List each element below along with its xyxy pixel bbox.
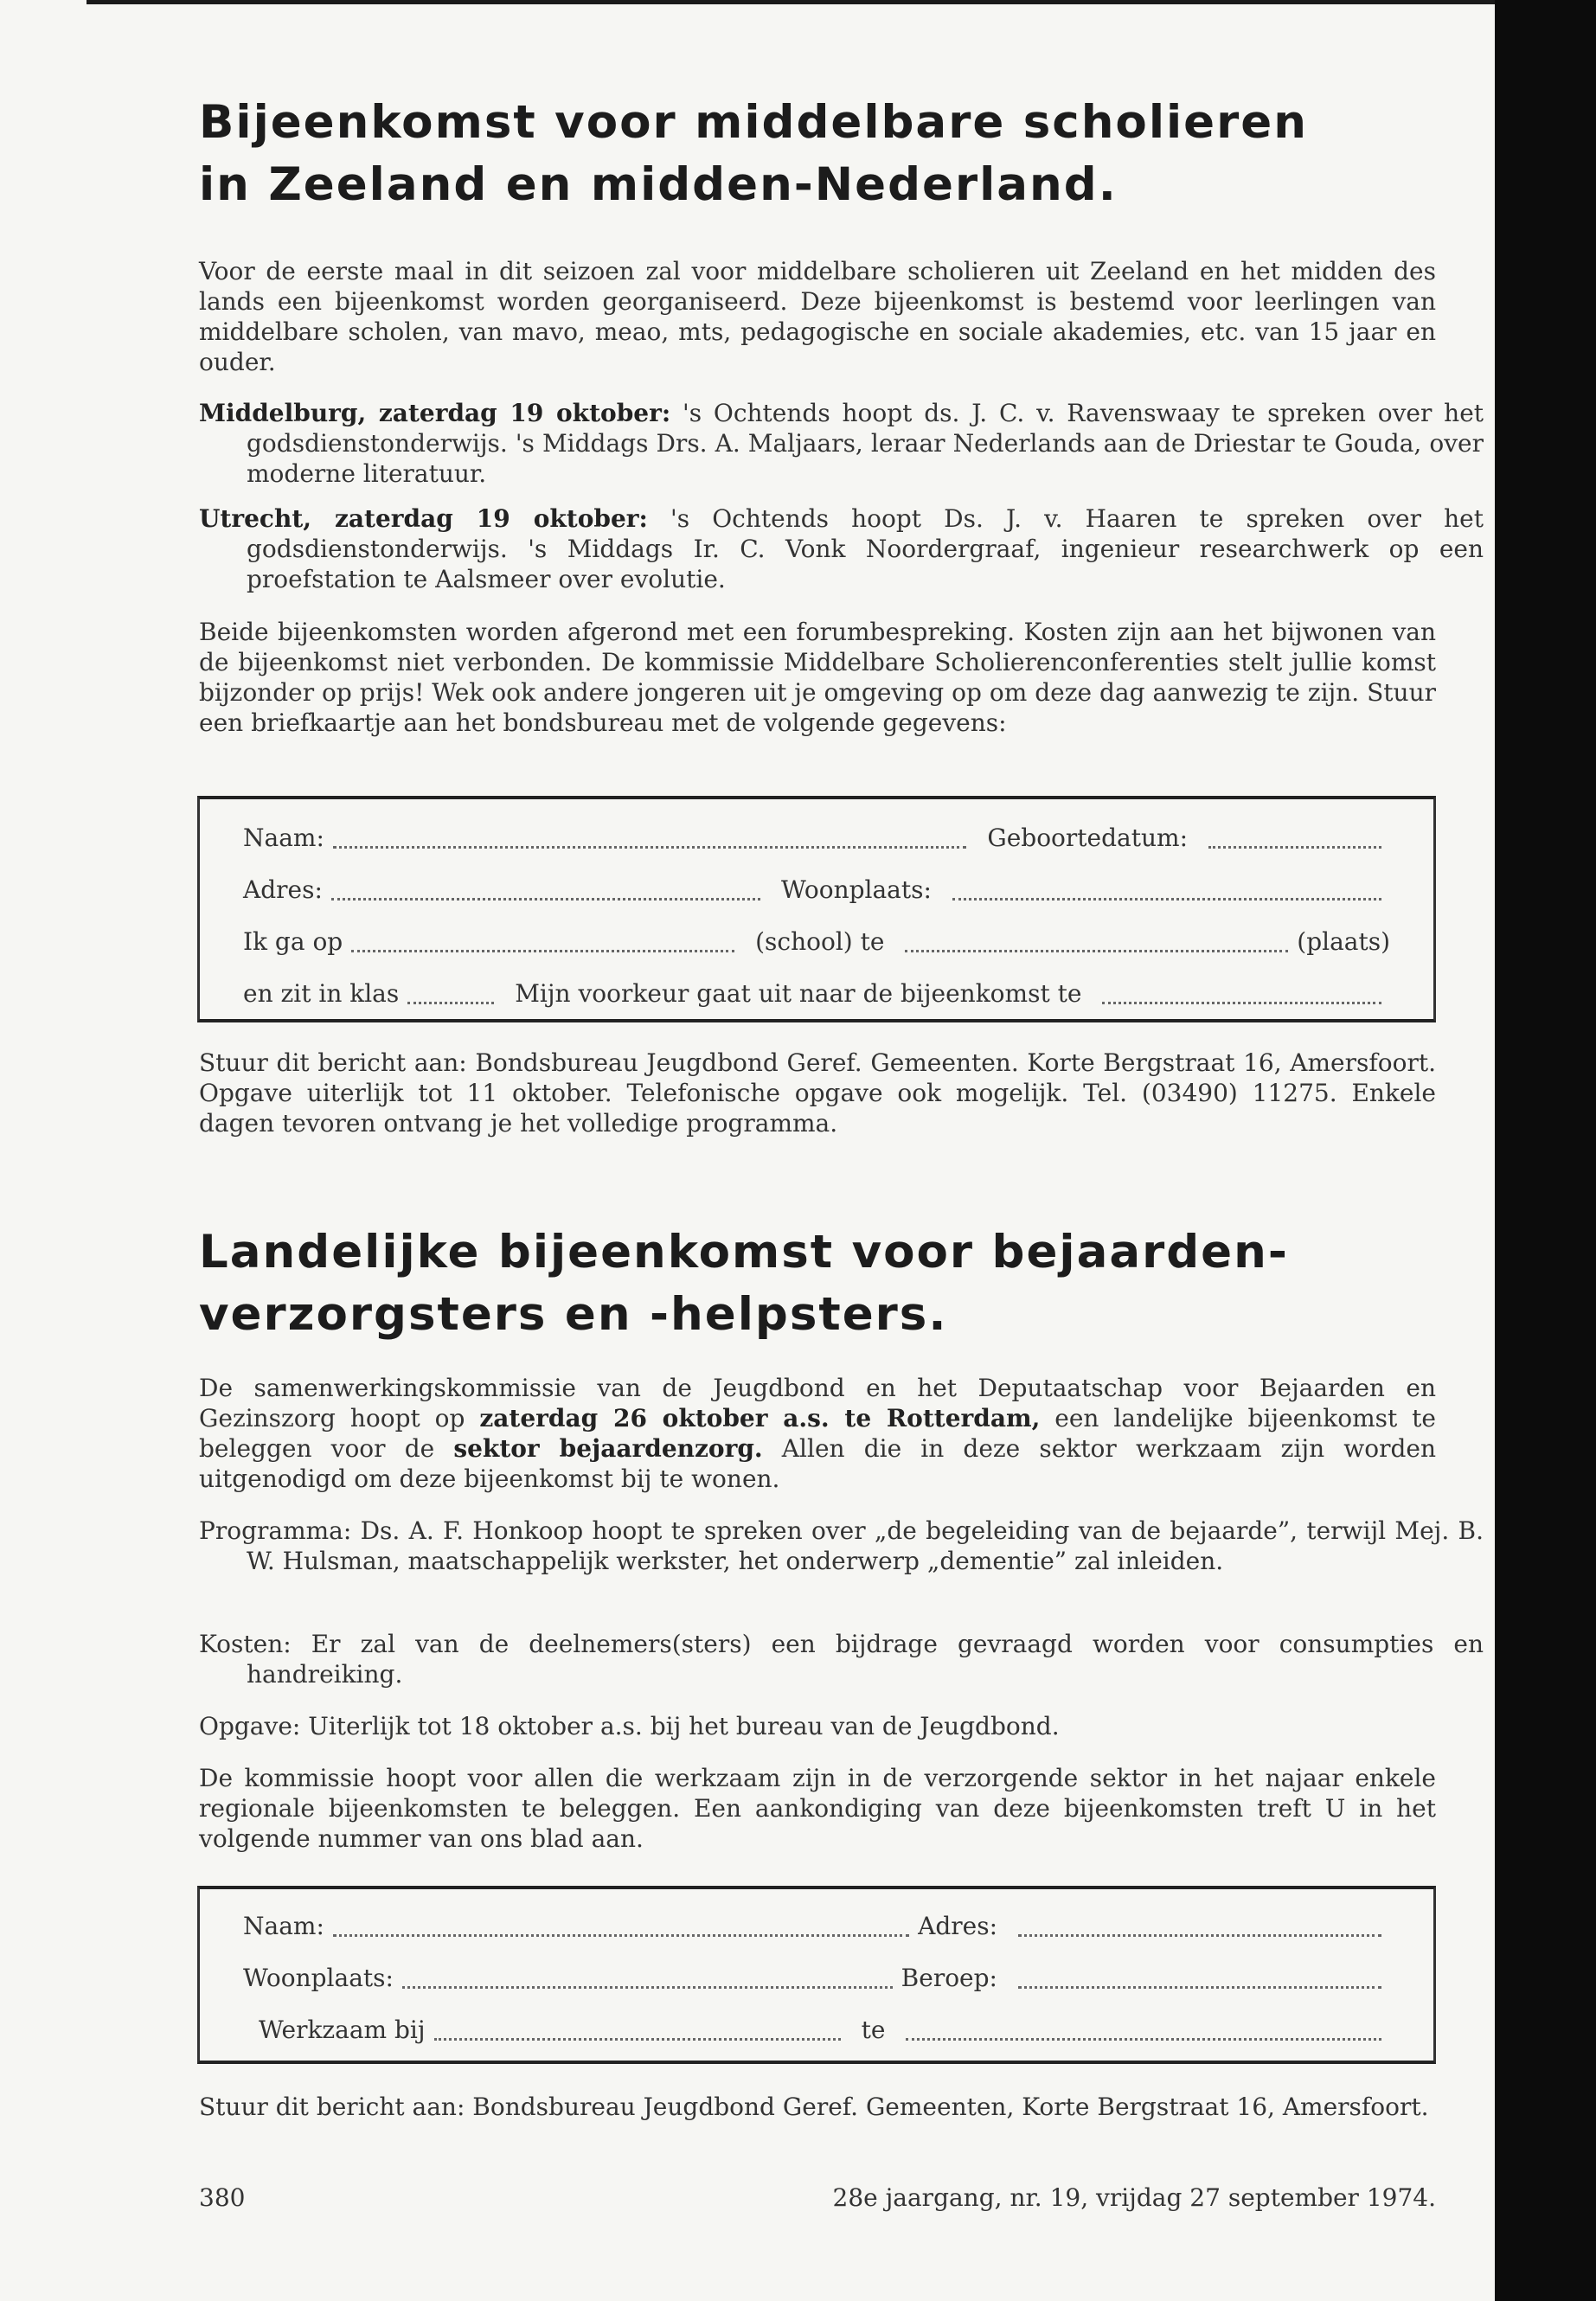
intro-sector: sektor bejaardenzorg. (453, 1434, 763, 1463)
form1-plaats-field[interactable] (905, 950, 1288, 952)
article1-closing: Beide bijeenkomsten worden afgerond met een forumbespreking. Kosten zijn aan het bijwonen van de bijeenkomst niet verbonden. De kommissie Middelbare Scholierenconferenties stelt jullie komst bijzonder op prijs! Wek ook andere jongeren uit je omgeving op om deze dag aanwezig te zijn. Stuur een briefkaartje aan het bondsbureau met de volgende gegevens: (199, 618, 1436, 737)
form1-school-label: Ik ga op (243, 926, 343, 956)
article1-send-to: Stuur dit bericht aan: Bondsbureau Jeugdbond Geref. Gemeenten. Korte Bergstraat 16, Amersfoort. Opgave uiterlijk tot 11 oktober. Telefonische opgave ook mogelijk. Tel. (03490) 11275. Enkele dagen tevoren ontvang je het volledige programma. (199, 1048, 1436, 1138)
form1-row4 (243, 976, 1390, 1010)
form1-voorkeur-field[interactable] (1102, 1002, 1381, 1004)
form1-adres-field[interactable] (331, 898, 760, 901)
form2-beroep-label: Beroep: (901, 1963, 997, 1992)
article1-title-line2: in Zeeland en midden-Nederland. (199, 158, 1118, 211)
page-footer (199, 2183, 1436, 2212)
form2-row2 (243, 1960, 1390, 1995)
form2-row3 (259, 2012, 1390, 2047)
middelburg-text: 's Ochtends hoopt ds. J. C. v. Ravenswaay te spreken over het godsdienstonderwijs. 's Middags Drs. A. Maljaars, leraar Nederlands aan de Driestar te Gouda, over moderne literatuur. (247, 399, 1484, 488)
article2-title-line1: Landelijke bijeenkomst voor bejaarden- (199, 1226, 1289, 1279)
form1-naam-label: Naam: (243, 823, 324, 852)
article1-form (197, 796, 1436, 1022)
article2-send-to: Stuur dit bericht aan: Bondsbureau Jeugdbond Geref. Gemeenten, Korte Bergstraat 16, Amersfoort. (199, 2093, 1429, 2121)
form1-row1 (243, 820, 1390, 855)
form1-woonplaats-label: Woonplaats: (780, 875, 932, 904)
form2-adres-field[interactable] (1018, 1934, 1381, 1937)
form2-beroep-field[interactable] (1018, 1986, 1381, 1989)
form2-naam-field[interactable] (333, 1934, 909, 1937)
form2-woonplaats-label: Woonplaats: (243, 1963, 394, 1992)
article1-title-line1: Bijeenkomst voor middelbare scholieren (199, 96, 1308, 149)
intro-date: zaterdag 26 oktober a.s. te Rotterdam, (479, 1404, 1041, 1433)
article2-kommissie: De kommissie hoopt voor allen die werkzaam zijn in de verzorgende sektor in het najaar enkele regionale bijeenkomsten te beleggen. Een aankondiging van deze bijeenkomsten treft U in het volgende nummer van ons blad aan. (199, 1764, 1436, 1853)
article2-form (197, 1886, 1436, 2064)
article1-title (199, 92, 1308, 216)
article2-kosten: Kosten: Er zal van de deelnemers(sters) een bijdrage gevraagd worden voor consumpties en handreiking. (199, 1630, 1484, 1689)
middelburg-label: Middelburg, zaterdag 19 oktober: (199, 399, 671, 427)
article2-intro (199, 1373, 1436, 1494)
form2-naam-label: Naam: (243, 1911, 324, 1940)
form2-adres-label: Adres: (918, 1911, 997, 1940)
form1-school-te-label: (school) te (755, 926, 885, 956)
form1-geboortedatum-label: Geboortedatum: (987, 823, 1188, 852)
form1-klas-label: en zit in klas (243, 978, 400, 1008)
form2-te-field[interactable] (906, 2038, 1381, 2041)
utrecht-text: 's Ochtends hoopt Ds. J. v. Haaren te spreken over het godsdienstonderwijs. 's Middags Ir. C. Vonk Noordergraaf, ingenieur researchwerk op een proefstation te Aalsmeer over evolutie. (247, 504, 1484, 593)
article2-programma: Programma: Ds. A. F. Honkoop hoopt te spreken over „de begeleiding van de bejaarde”, terwijl Mej. B. W. Hulsman, maatschappelijk werkster, het onderwerp „dementie” zal inleiden. (199, 1516, 1484, 1575)
form1-school-field[interactable] (351, 950, 734, 952)
form1-naam-field[interactable] (333, 846, 966, 849)
page-number: 380 (199, 2183, 246, 2212)
form2-row1 (243, 1908, 1390, 1943)
intro-part-c: Allen die in deze sektor werkzaam zijn worden uitgenodigd om deze bijeenkomst bij te wonen. (199, 1434, 1436, 1493)
intro-part-a: De samenwerkingskommissie van de Jeugdbond en het Deputaatschap voor Bejaarden en Gezinszorg hoopt op (199, 1374, 1436, 1433)
form2-te-label: te (861, 2015, 886, 2044)
article1-intro: Voor de eerste maal in dit seizoen zal voor middelbare scholieren uit Zeeland en het midden des lands een bijeenkomst worden georganiseerd. Deze bijeenkomst is bestemd voor leerlingen van middelbare scholen, van mavo, meao, mts, pedagogische en sociale akademies, etc. van 15 jaar en ouder. (199, 257, 1436, 376)
form1-row2 (243, 872, 1390, 907)
utrecht-label: Utrecht, zaterdag 19 oktober: (199, 504, 648, 533)
article1-middelburg (199, 398, 1484, 489)
form2-werkzaam-label: Werkzaam bij (259, 2015, 426, 2044)
form1-row3 (243, 924, 1390, 958)
scan-edge (1495, 0, 1596, 2301)
form1-woonplaats-field[interactable] (952, 898, 1381, 901)
article1-utrecht (199, 503, 1484, 594)
form2-werkzaam-field[interactable] (434, 2038, 841, 2041)
form1-klas-field[interactable] (407, 1002, 494, 1004)
article2-opgave: Opgave: Uiterlijk tot 18 oktober a.s. bij het bureau van de Jeugdbond. (199, 1712, 1060, 1740)
issue-info: 28e jaargang, nr. 19, vrijdag 27 september 1974. (832, 2183, 1436, 2212)
form1-plaats-label: (plaats) (1297, 926, 1391, 956)
intro-part-b: een landelijke bijeenkomst te beleggen voor de (199, 1404, 1436, 1463)
article2-title (199, 1221, 1289, 1346)
form2-woonplaats-field[interactable] (402, 1986, 893, 1989)
form1-adres-label: Adres: (243, 875, 323, 904)
form1-voorkeur-label: Mijn voorkeur gaat uit naar de bijeenkomst te (515, 978, 1082, 1008)
form1-geboortedatum-field[interactable] (1208, 846, 1381, 849)
article2-title-line2: verzorgsters en -helpsters. (199, 1288, 948, 1341)
